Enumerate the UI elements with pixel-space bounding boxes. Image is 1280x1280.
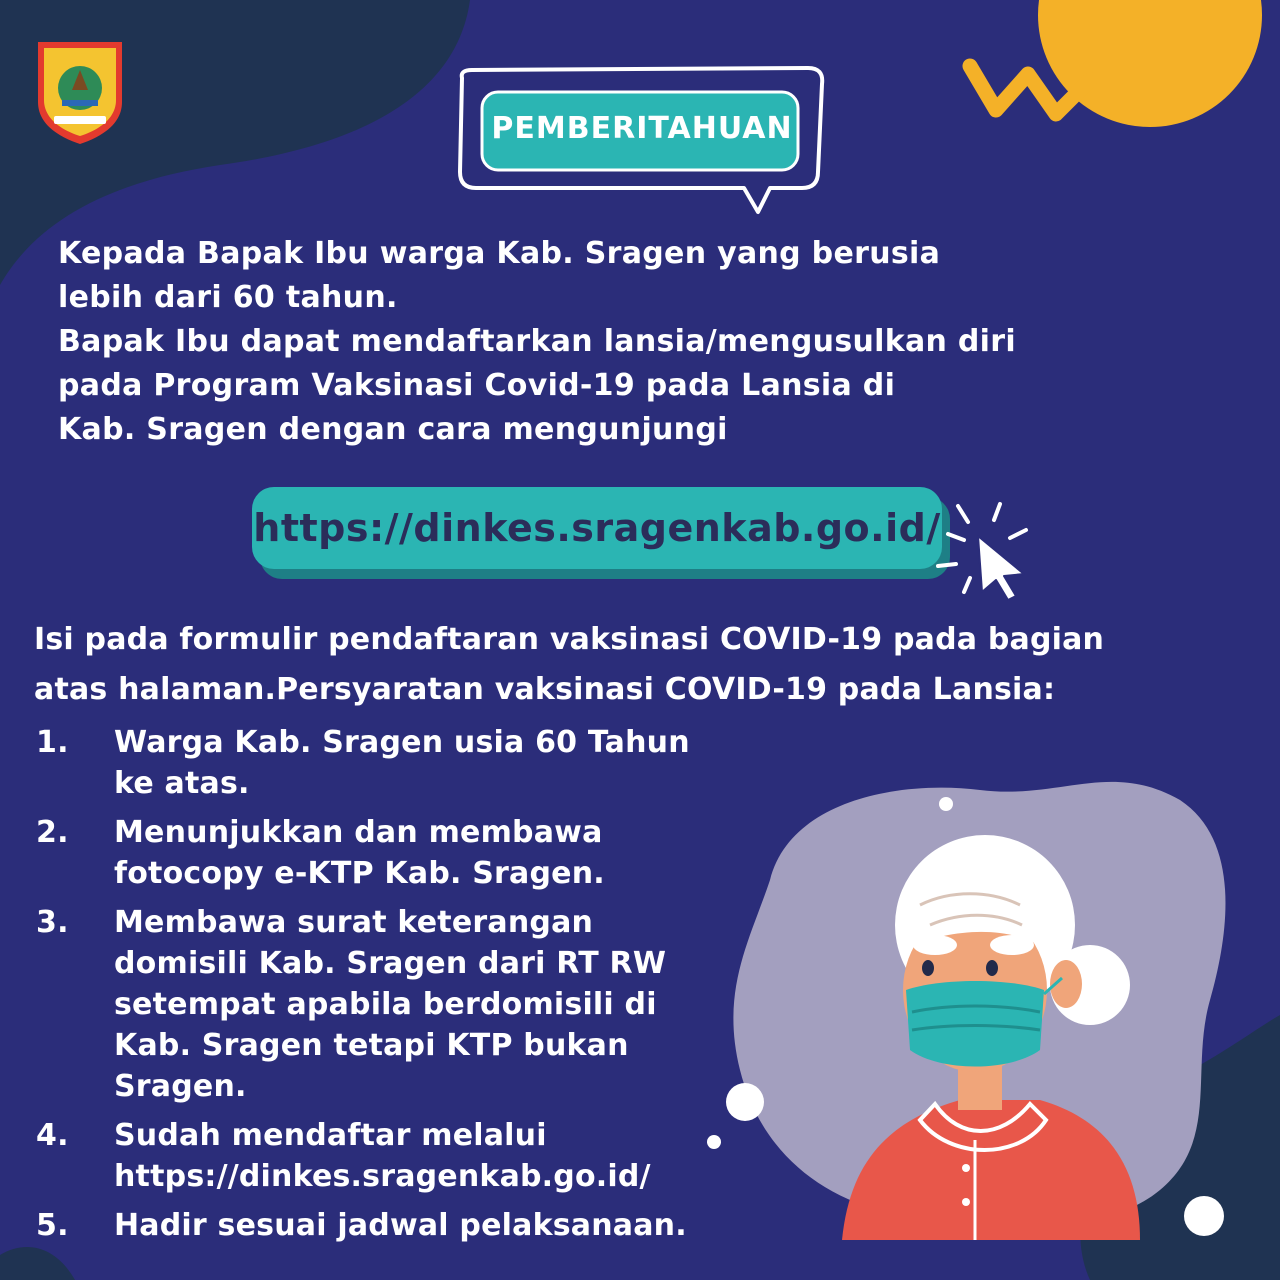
intro-line: Bapak Ibu dapat mendaftarkan lansia/mengusulkan diri	[58, 324, 1016, 359]
dot	[707, 1135, 721, 1149]
list-item-text	[114, 812, 756, 894]
list-item-line: Warga Kab. Sragen usia 60 Tahun	[114, 725, 690, 760]
face-mask	[906, 981, 1044, 1067]
dot	[939, 797, 953, 811]
form-instruction-line: atas halaman.Persyaratan vaksinasi COVID-19 pada Lansia:	[34, 672, 1056, 707]
list-item-text	[114, 902, 756, 1107]
list-item	[36, 1205, 756, 1246]
list-item-text	[114, 1205, 756, 1246]
intro-line: Kab. Sragen dengan cara mengunjungi	[58, 412, 728, 447]
list-item-line: ke atas.	[114, 766, 250, 801]
elderly-woman-illustration	[680, 760, 1280, 1280]
list-item-line: fotocopy e-KTP Kab. Sragen.	[114, 856, 605, 891]
requirements-list	[36, 722, 756, 1254]
list-item-line: Sudah mendaftar melalui	[114, 1118, 547, 1153]
list-item-line: domisili Kab. Sragen dari RT RW	[114, 946, 667, 981]
list-item-line: Kab. Sragen tetapi KTP bukan	[114, 1028, 629, 1063]
list-item	[36, 902, 756, 1107]
list-item-text	[114, 1115, 756, 1197]
list-item-line: Membawa surat keterangan	[114, 905, 594, 940]
list-item-line: Menunjukkan dan membawa	[114, 815, 603, 850]
list-item-number: 3.	[36, 905, 69, 940]
list-item	[36, 812, 756, 894]
eye	[922, 960, 934, 976]
zigzag-decoration	[962, 52, 1122, 132]
dot	[1184, 1196, 1224, 1236]
form-instruction	[34, 615, 1234, 715]
form-instruction-line: Isi pada formulir pendaftaran vaksinasi COVID-19 pada bagian	[34, 622, 1105, 657]
kabupaten-crest-icon	[36, 40, 124, 144]
list-item	[36, 1115, 756, 1197]
list-item-number: 5.	[36, 1208, 69, 1243]
dot	[726, 1083, 764, 1121]
intro-paragraph	[58, 232, 1118, 452]
list-item-line: setempat apabila berdomisili di	[114, 987, 657, 1022]
list-item-line: Sragen.	[114, 1069, 247, 1104]
cursor-click-icon	[930, 496, 1040, 606]
page-title: PEMBERITAHUAN	[491, 110, 793, 146]
list-item-number: 4.	[36, 1118, 69, 1153]
list-item	[36, 722, 756, 804]
list-item-line[interactable]: https://dinkes.sragenkab.go.id/	[114, 1159, 651, 1194]
intro-line: lebih dari 60 tahun.	[58, 280, 398, 315]
url-link-text[interactable]: https://dinkes.sragenkab.go.id/	[253, 506, 941, 550]
list-item-number: 2.	[36, 815, 69, 850]
intro-line: Kepada Bapak Ibu warga Kab. Sragen yang berusia	[58, 236, 941, 271]
url-link-button[interactable]	[252, 487, 978, 579]
list-item-number: 1.	[36, 725, 69, 760]
list-item-text	[114, 722, 756, 804]
eye	[986, 960, 998, 976]
intro-line: pada Program Vaksinasi Covid-19 pada Lansia di	[58, 368, 896, 403]
list-item-line: Hadir sesuai jadwal pelaksanaan.	[114, 1208, 687, 1243]
